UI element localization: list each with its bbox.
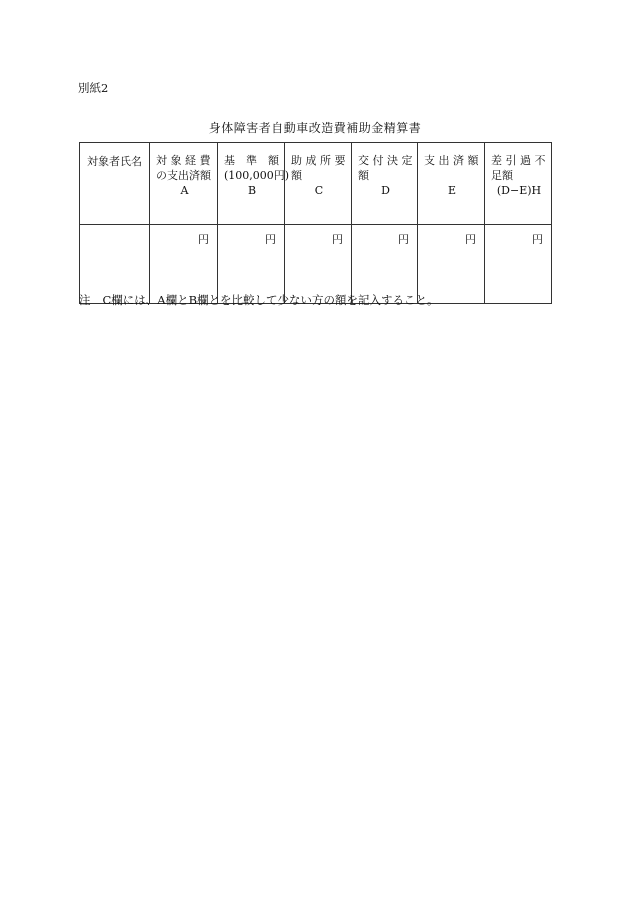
header-line: 差 引 過 不 — [491, 154, 546, 167]
header-standard-amount — [218, 143, 290, 225]
header-line: (100,000円) — [224, 169, 290, 182]
header-spacer — [424, 168, 480, 183]
column-letter: (D−E)H — [496, 184, 542, 197]
header-difference — [485, 143, 552, 225]
amount-c-cell[interactable]: 円 — [285, 225, 352, 304]
amount-b-cell[interactable]: 円 — [218, 225, 285, 304]
header-line: 額 — [358, 169, 369, 182]
amount-h-cell[interactable]: 円 — [485, 225, 552, 304]
header-line: 基 準 額 — [224, 154, 279, 167]
header-required-subsidy — [285, 143, 352, 225]
column-letter: E — [447, 184, 457, 197]
header-line: 足額 — [491, 169, 513, 182]
form-label: 別紙2 — [78, 81, 109, 95]
note-text: C欄には、A欄とB欄とを比較して少ない方の額を記入すること。 — [102, 293, 439, 307]
column-letter: B — [247, 184, 257, 197]
document-title: 身体障害者自動車改造費補助金精算書 — [208, 121, 422, 135]
header-eligible-expense — [150, 143, 218, 225]
column-letter: A — [180, 184, 189, 197]
amount-a-cell[interactable]: 円 — [150, 225, 218, 304]
table-header-row — [80, 143, 552, 225]
footnote — [79, 292, 439, 308]
column-letter: D — [381, 184, 390, 197]
header-line: の支出済額 — [156, 169, 211, 182]
note-mark: 注 — [79, 293, 91, 307]
column-letter: C — [314, 184, 324, 197]
header-line: 支 出 済 額 — [424, 154, 479, 167]
amount-e-cell[interactable]: 円 — [418, 225, 485, 304]
settlement-table — [79, 142, 552, 304]
header-line: 額 — [291, 169, 302, 182]
header-line: 助 成 所 要 — [291, 154, 346, 167]
header-line: 交 付 決 定 — [358, 154, 413, 167]
header-line: 対 象 経 費 — [156, 154, 211, 167]
header-recipient-name: 対象者氏名 — [80, 143, 150, 225]
header-grant-decision — [352, 143, 418, 225]
amount-d-cell[interactable]: 円 — [352, 225, 418, 304]
header-amount-paid — [418, 143, 485, 225]
